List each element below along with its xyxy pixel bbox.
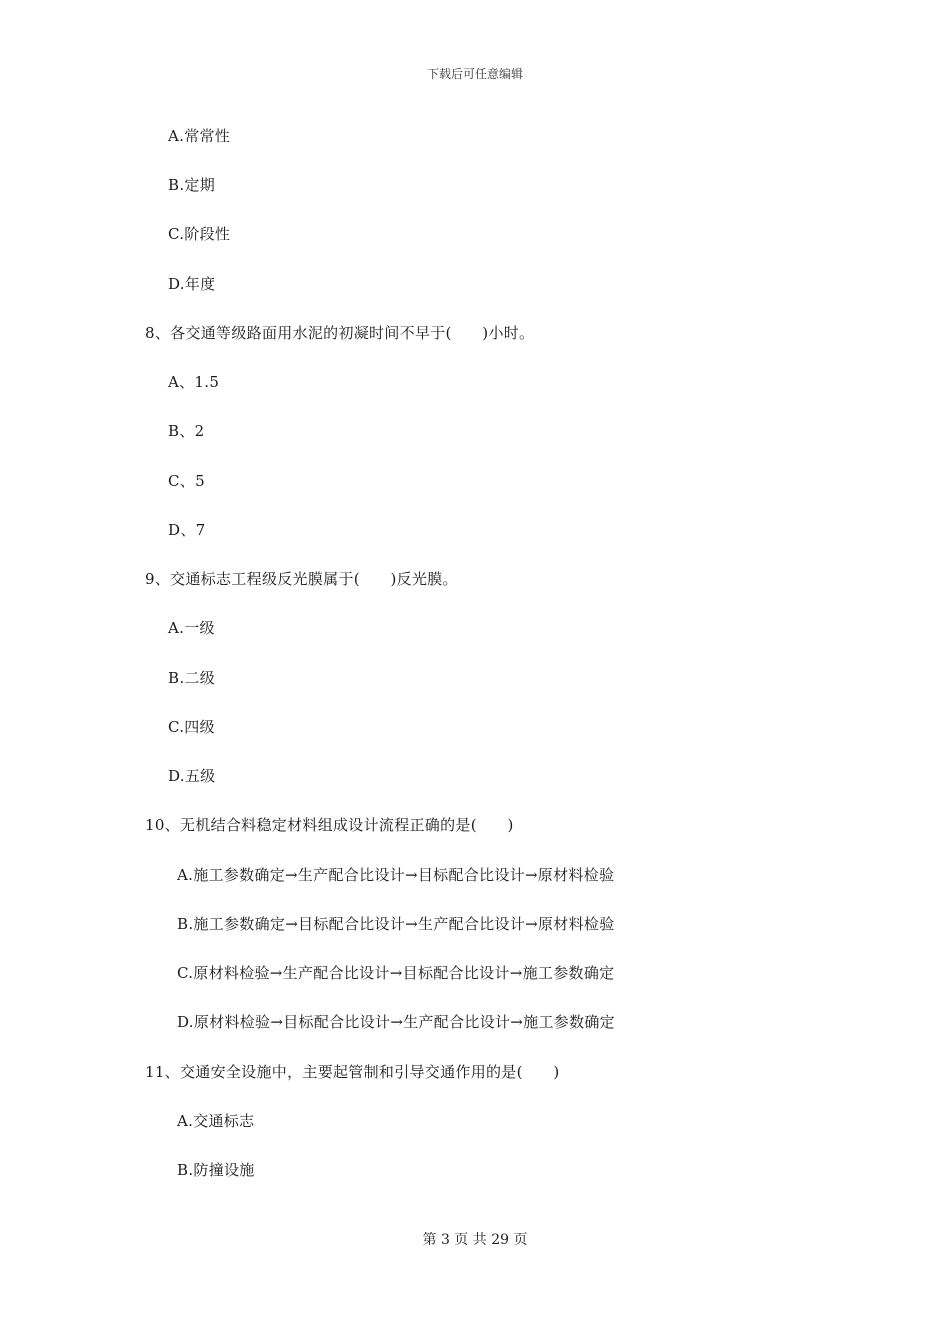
question-11-option-b: B.防撞设施 [177, 1161, 255, 1179]
question-10-option-a: A.施工参数确定→生产配合比设计→目标配合比设计→原材料检验 [177, 866, 615, 884]
question-10-option-b: B.施工参数确定→目标配合比设计→生产配合比设计→原材料检验 [177, 915, 615, 933]
question-9-stem: 9、交通标志工程级反光膜属于( )反光膜。 [145, 570, 458, 588]
question-10-stem: 10、无机结合料稳定材料组成设计流程正确的是( ) [145, 816, 514, 834]
question-10-option-c: C.原材料检验→生产配合比设计→目标配合比设计→施工参数确定 [177, 964, 615, 982]
page-footer: 第 3 页 共 29 页 [422, 1232, 528, 1248]
question-9-option-b: B.二级 [168, 669, 215, 687]
option-a: A.常常性 [168, 127, 231, 145]
question-8-option-d: D、7 [168, 521, 206, 539]
question-8-stem: 8、各交通等级路面用水泥的初凝时间不早于( )小时。 [145, 324, 535, 342]
page-header: 下载后可任意编辑 [426, 67, 523, 81]
option-c: C.阶段性 [168, 225, 231, 243]
question-10-option-d: D.原材料检验→目标配合比设计→生产配合比设计→施工参数确定 [177, 1013, 615, 1031]
option-b: B.定期 [168, 176, 215, 194]
question-8-option-c: C、5 [168, 472, 205, 490]
question-9-option-d: D.五级 [168, 767, 216, 785]
question-9-option-c: C.四级 [168, 718, 215, 736]
option-d: D.年度 [168, 275, 216, 293]
question-11-option-a: A.交通标志 [177, 1112, 255, 1130]
question-8-option-b: B、2 [168, 422, 205, 440]
question-8-option-a: A、1.5 [168, 373, 220, 391]
question-9-option-a: A.一级 [168, 619, 215, 637]
question-11-stem: 11、交通安全设施中，主要起管制和引导交通作用的是( ) [145, 1063, 560, 1081]
